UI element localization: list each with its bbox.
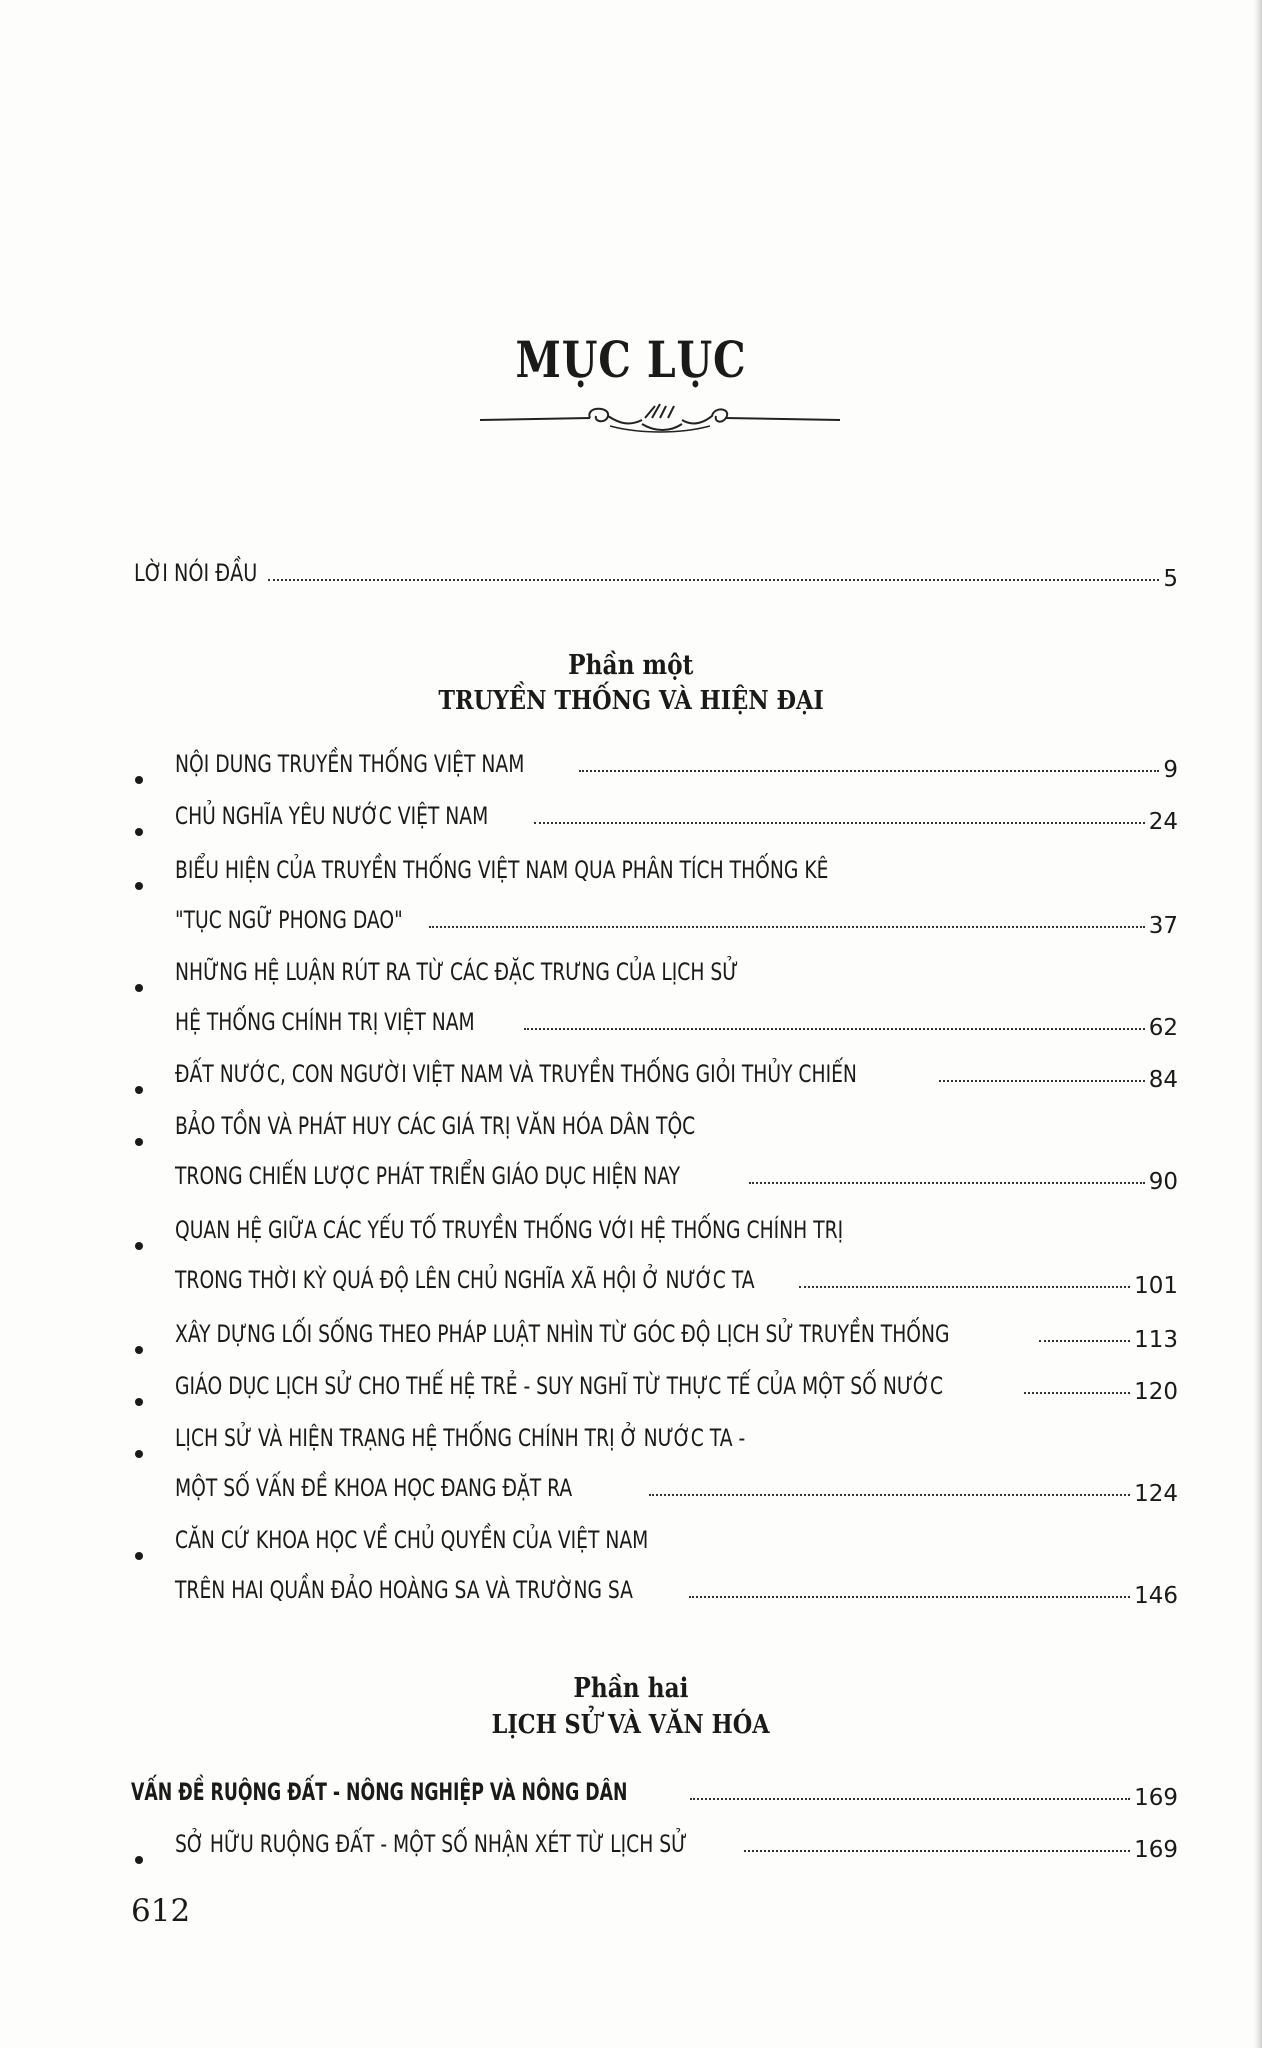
toc-page-number: 24 [1148,809,1178,835]
dot-leader [799,1286,1130,1288]
toc-page-number: 62 [1148,1015,1178,1041]
toc-entry[interactable] [0,1057,1262,1091]
toc-section-text: VẤN ĐỀ RUỘNG ĐẤT - NÔNG NGHIỆP VÀ NÔNG DÂN [131,1778,628,1806]
part-label: Phần hai [573,1673,689,1704]
toc-entry-text: NHỮNG HỆ LUẬN RÚT RA TỪ CÁC ĐẶC TRƯNG CỦA LỊCH SỬ [175,958,739,986]
toc-entry-text: XÂY DỰNG LỐI SỐNG THEO PHÁP LUẬT NHÌN TỪ GÓC ĐỘ LỊCH SỬ TRUYỀN THỐNG [175,1320,950,1348]
toc-entry-text: SỞ HỮU RUỘNG ĐẤT - MỘT SỐ NHẬN XÉT TỪ LỊCH SỬ [175,1830,688,1858]
toc-entry-text: TRONG CHIẾN LƯỢC PHÁT TRIỂN GIÁO DỤC HIỆN NAY [175,1162,681,1190]
toc-entry-text: TRÊN HAI QUẦN ĐẢO HOÀNG SA VÀ TRƯỜNG SA [175,1576,633,1604]
toc-page-number: 101 [1134,1273,1178,1299]
dot-leader [1024,1392,1130,1394]
toc-entry-text: CĂN CỨ KHOA HỌC VỀ CHỦ QUYỀN CỦA VIỆT NAM [175,1526,649,1554]
toc-page-number: 84 [1148,1067,1178,1093]
toc-entry-text: NỘI DUNG TRUYỀN THỐNG VIỆT NAM [175,750,525,778]
toc-entry-text: LỜI NÓI ĐẦU [134,559,258,587]
toc-entry[interactable] [0,1827,1262,1861]
toc-page-number: 169 [1134,1785,1178,1811]
toc-page-number: 146 [1134,1583,1178,1609]
toc-page-number: 124 [1134,1481,1178,1507]
toc-entry[interactable] [0,1471,1262,1505]
dot-leader [268,579,1159,581]
toc-entry-text: LỊCH SỬ VÀ HIỆN TRẠNG HỆ THỐNG CHÍNH TRỊ Ở NƯỚC TA - [175,1424,746,1452]
part-title: TRUYỀN THỐNG VÀ HIỆN ĐẠI [438,686,824,716]
toc-entry-text: CHỦ NGHĨA YÊU NƯỚC VIỆT NAM [175,802,489,830]
ornament-divider-icon [470,402,850,438]
dot-leader [939,1080,1145,1082]
toc-entry-text: MỘT SỐ VẤN ĐỀ KHOA HỌC ĐANG ĐẶT RA [175,1474,573,1502]
dot-leader [534,822,1145,824]
toc-section[interactable] [0,1775,1262,1809]
toc-page-number: 9 [1163,757,1178,783]
dot-leader [524,1028,1145,1030]
dot-leader [749,1182,1145,1184]
toc-entry[interactable] [0,1005,1262,1039]
toc-entry-line [0,853,1262,887]
footer-page-number: 612 [131,1893,191,1929]
toc-page-number: 90 [1148,1169,1178,1195]
toc-entry-line [0,1213,1262,1247]
toc-entry-text: TRONG THỜI KỲ QUÁ ĐỘ LÊN CHỦ NGHĨA XÃ HỘI Ở NƯỚC TA [175,1266,755,1294]
toc-page-number: 120 [1134,1379,1178,1405]
toc-entry[interactable] [0,903,1262,937]
dot-leader [689,1596,1130,1598]
dot-leader [429,926,1145,928]
toc-entry-preface[interactable] [0,556,1262,590]
toc-entry[interactable] [0,799,1262,833]
toc-page-number: 113 [1134,1327,1178,1353]
toc-entry-text: QUAN HỆ GIỮA CÁC YẾU TỐ TRUYỀN THỐNG VỚI HỆ THỐNG CHÍNH TRỊ [175,1216,844,1244]
toc-entry[interactable] [0,1573,1262,1607]
toc-entry-text: BIỂU HIỆN CỦA TRUYỀN THỐNG VIỆT NAM QUA PHÂN TÍCH THỐNG KÊ [175,856,829,884]
dot-leader [1039,1340,1130,1342]
toc-entry-text: ĐẤT NƯỚC, CON NGƯỜI VIỆT NAM VÀ TRUYỀN THỐNG GIỎI THỦY CHIẾN [175,1060,857,1088]
toc-entry-text: HỆ THỐNG CHÍNH TRỊ VIỆT NAM [175,1008,475,1036]
dot-leader [744,1850,1130,1852]
toc-page-number: 37 [1148,913,1178,939]
toc-entry-text: GIÁO DỤC LỊCH SỬ CHO THẾ HỆ TRẺ - SUY NGHĨ TỪ THỰC TẾ CỦA MỘT SỐ NƯỚC [175,1372,944,1400]
toc-entry-text: BẢO TỒN VÀ PHÁT HUY CÁC GIÁ TRỊ VĂN HÓA DÂN TỘC [175,1112,696,1140]
part-label: Phần một [568,650,694,681]
toc-entry-line [0,955,1262,989]
toc-entry-text: "TỤC NGỮ PHONG DAO" [175,906,403,934]
toc-entry[interactable] [0,747,1262,781]
part-title: LỊCH SỬ VÀ VĂN HÓA [492,1710,770,1740]
toc-entry[interactable] [0,1263,1262,1297]
toc-entry[interactable] [0,1317,1262,1351]
toc-entry-line [0,1523,1262,1557]
dot-leader [579,770,1159,772]
toc-entry-line [0,1421,1262,1455]
toc-entry[interactable] [0,1369,1262,1403]
toc-page-number: 169 [1134,1837,1178,1863]
page-edge [1254,0,1262,2048]
toc-entry-line [0,1109,1262,1143]
toc-page-number: 5 [1163,566,1178,592]
dot-leader [690,1798,1130,1800]
dot-leader [649,1494,1130,1496]
toc-entry[interactable] [0,1159,1262,1193]
page-title: MỤC LỤC [515,330,747,389]
